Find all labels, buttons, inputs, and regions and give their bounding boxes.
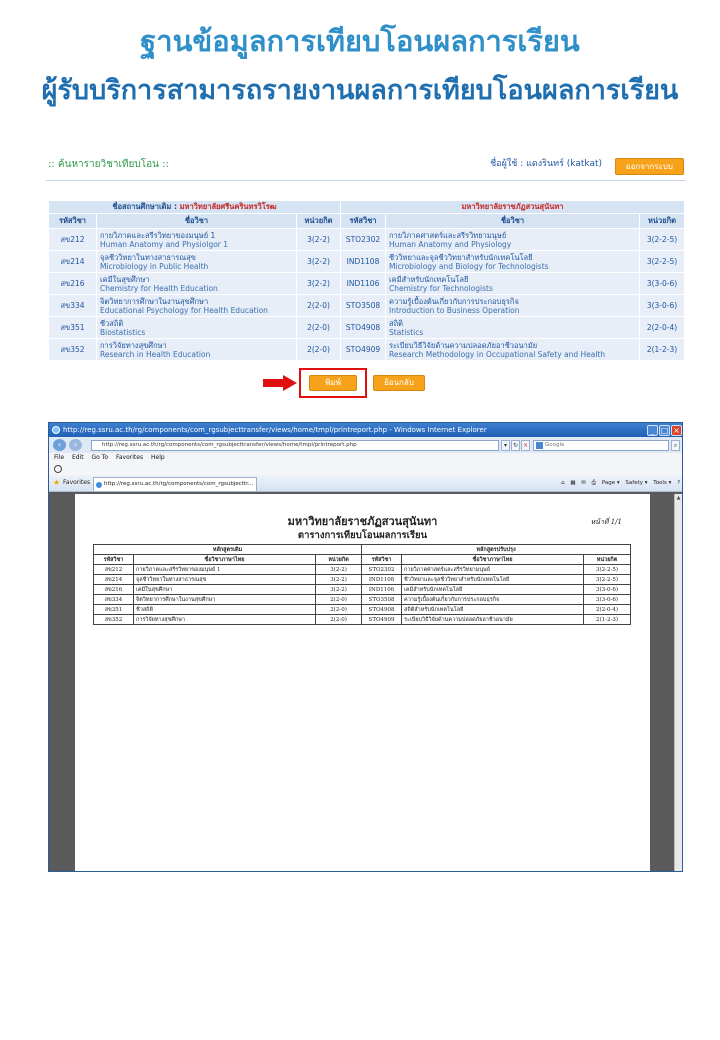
tools-tools-menu[interactable]: Tools ▾ <box>653 480 672 486</box>
slide-title: ฐานข้อมูลการเทียบโอนผลการเรียน <box>140 24 580 58</box>
report-new-code: STO3508 <box>362 595 402 605</box>
menu-bar <box>49 453 683 463</box>
report-new-name: ระเบียบวิธีวิจัยด้านความปลอดภัยอาชีวอนามัย <box>402 615 584 625</box>
address-dropdown-icon[interactable]: ▾ <box>501 440 510 451</box>
favorites-star-icon[interactable]: ★ <box>53 478 61 487</box>
old-university-name: มหาวิทยาลัยศรีนครินทรวิโรฒ <box>179 202 277 211</box>
table-row <box>49 273 685 295</box>
tab-label: http://reg.ssru.ac.th/rg/components/com_rgsubjecttr... <box>104 481 254 487</box>
report-new-credits: 2(2-0-4) <box>584 605 631 615</box>
new-subject-th: สถิติ <box>389 318 403 328</box>
logout-button[interactable]: ออกจากระบบ <box>615 158 684 175</box>
new-subject-en: Human Anatomy and Physiology <box>389 239 512 249</box>
report-old-credits: 3(2-2) <box>316 565 362 575</box>
report-new-name: สถิติสำหรับนักเทคโนโลยี <box>402 605 584 615</box>
old-code: สข334 <box>49 295 97 317</box>
old-code: สข214 <box>49 251 97 273</box>
report-new-code: STO4909 <box>362 615 402 625</box>
transfer-table <box>48 200 685 361</box>
new-code: STO3508 <box>341 295 386 317</box>
old-credits: 3(2-2) <box>297 229 341 251</box>
report-new-credits: 3(2-2-5) <box>584 565 631 575</box>
back-button[interactable]: ย้อนกลับ <box>373 375 425 391</box>
report-old-name: จิตวิทยาการศึกษาในงานสุขศึกษา <box>134 595 316 605</box>
tab-page-icon <box>96 482 102 488</box>
new-subject <box>386 317 640 339</box>
close-icon[interactable]: × <box>671 425 682 436</box>
report-subtitle: ตารางการเทียบโอนผลการเรียน <box>297 530 428 541</box>
tools-page-menu[interactable]: Page ▾ <box>601 480 620 486</box>
report-table <box>93 544 631 625</box>
tools-safety-menu[interactable]: Safety ▾ <box>625 480 648 486</box>
report-old-name: การวิจัยทางสุขศึกษา <box>134 615 316 625</box>
old-credits: 2(2-0) <box>297 295 341 317</box>
new-subject <box>386 295 640 317</box>
report-old-code: สข351 <box>94 605 134 615</box>
new-subject-th: ระเบียบวิธีวิจัยด้านความปลอดภัยอาชีวอนามัย <box>389 340 538 350</box>
col-new-code: รหัสวิชา <box>341 214 386 229</box>
new-credits: 2(2-0-4) <box>640 317 685 339</box>
maximize-icon[interactable]: □ <box>660 426 669 435</box>
new-credits: 3(2-2-5) <box>640 229 685 251</box>
old-code: สข216 <box>49 273 97 295</box>
new-subject-en: Introduction to Business Operation <box>389 305 520 315</box>
new-subject <box>386 273 640 295</box>
table-row <box>49 339 685 361</box>
old-credits: 3(2-2) <box>297 251 341 273</box>
help-icon[interactable]: ? <box>677 480 680 486</box>
report-old-credits: 2(2-0) <box>316 615 362 625</box>
old-university-header <box>49 201 341 214</box>
report-old-code: สข216 <box>94 585 134 595</box>
slide-subtitle: ผู้รับบริการสามารถรายงานผลการเทียบโอนผลการเรียน <box>41 75 679 106</box>
window-titlebar <box>49 423 683 437</box>
report-col-old-credits: หน่วยกิต <box>316 555 362 565</box>
command-tools <box>557 478 680 488</box>
old-subject-en: Chemistry for Health Education <box>100 283 218 293</box>
old-subject <box>97 229 297 251</box>
table-row <box>49 317 685 339</box>
old-subject-th: จุลชีววิทยาในทางสาธารณสุข <box>100 252 196 262</box>
report-new-code: IND1106 <box>362 585 402 595</box>
vertical-scrollbar[interactable] <box>674 494 682 872</box>
report-old-credits: 2(2-0) <box>316 595 362 605</box>
stop-icon[interactable]: × <box>522 442 529 449</box>
old-subject-th: เคมีในสุขศึกษา <box>100 274 150 284</box>
old-subject-th: การวิจัยทางสุขศึกษา <box>100 340 167 350</box>
window-controls <box>646 424 682 437</box>
report-old-credits: 3(2-2) <box>316 575 362 585</box>
search-provider-icon <box>536 442 543 449</box>
report-new-name: เคมีสำหรับนักเทคโนโลยี <box>402 585 584 595</box>
new-subject-th: ความรู้เบื้องต้นเกี่ยวกับการประกอบธุรกิจ <box>389 296 519 306</box>
search-input[interactable] <box>533 440 669 451</box>
mail-icon[interactable]: ✉ <box>581 480 586 486</box>
report-new-curriculum: หลักสูตรปรับปรุง <box>362 545 631 555</box>
report-page-number: หน้าที่ 1/1 <box>590 518 622 526</box>
new-subject-th: ชีววิทยาและจุลชีววิทยาสำหรับนักเทคโนโลยี <box>389 252 533 262</box>
divider <box>46 180 686 181</box>
command-row <box>49 463 683 475</box>
report-old-code: สข214 <box>94 575 134 585</box>
table-row <box>49 251 685 273</box>
old-university-label: ชื่อสถานศึกษาเดิม : <box>112 202 177 211</box>
report-row <box>94 605 631 615</box>
report-new-name: ความรู้เบื้องต้นเกี่ยวกับการประกอบธุรกิจ <box>402 595 584 605</box>
report-row <box>94 585 631 595</box>
address-bar <box>49 437 683 453</box>
new-subject-en: Chemistry for Technologists <box>389 283 493 293</box>
report-old-curriculum: หลักสูตรเดิม <box>94 545 362 555</box>
menu-file[interactable]: File <box>54 454 65 461</box>
old-code: สข212 <box>49 229 97 251</box>
report-old-code: สข212 <box>94 565 134 575</box>
old-subject-en: Human Anatomy and Physiolgor 1 <box>100 239 229 249</box>
new-subject-en: Research Methodology in Occupational Safety and Health <box>389 349 606 359</box>
old-subject-th: จิตวิทยาการศึกษาในงานสุขศึกษา <box>100 296 209 306</box>
new-code: IND1106 <box>341 273 386 295</box>
new-credits: 3(3-0-6) <box>640 273 685 295</box>
old-subject-en: Research in Health Education <box>100 349 211 359</box>
old-subject-th: กายวิภาคและสรีรวิทยาของมนุษย์ 1 <box>100 230 216 240</box>
new-subject <box>386 339 640 361</box>
refresh-icon[interactable]: ↻ <box>512 442 519 449</box>
new-code: STO2302 <box>341 229 386 251</box>
user-label: ชื่อผู้ใช้ : แดงรินทร์ (katkat) <box>490 159 602 169</box>
search-placeholder: Google <box>545 442 565 448</box>
report-old-name: ชีวสถิติ <box>134 605 316 615</box>
search-icon[interactable]: ⌕ <box>671 440 680 451</box>
new-subject-th: เคมีสำหรับนักเทคโนโลยี <box>389 274 469 284</box>
back-arrow-icon[interactable]: ‹ <box>53 439 66 451</box>
window-title: http://reg.ssru.ac.th/rg/components/com_rgsubjecttransfer/views/home/tmpl/printreport.php - Windows Internet Explorer <box>63 426 487 434</box>
new-credits: 3(2-2-5) <box>640 251 685 273</box>
print-icon[interactable]: ⎙ <box>591 480 597 486</box>
ie-icon <box>52 426 60 434</box>
favorites-label[interactable]: Favorites <box>63 479 91 486</box>
report-col-new-name: ชื่อวิชาภาษาไทย <box>402 555 584 565</box>
col-old-code: รหัสวิชา <box>49 214 97 229</box>
browser-window <box>48 422 683 872</box>
col-new-name: ชื่อวิชา <box>386 214 640 229</box>
old-subject <box>97 317 297 339</box>
menu-goto[interactable]: Go To <box>91 454 109 461</box>
new-code: IND1108 <box>341 251 386 273</box>
report-col-new-code: รหัสวิชา <box>362 555 402 565</box>
minimize-icon[interactable]: _ <box>647 425 658 436</box>
new-subject <box>386 251 640 273</box>
home-icon[interactable]: ⌂ <box>561 480 565 486</box>
old-subject <box>97 295 297 317</box>
report-old-name: เคมีในสุขศึกษา <box>134 585 316 595</box>
report-new-credits: 3(3-0-6) <box>584 585 631 595</box>
report-new-credits: 3(2-2-5) <box>584 575 631 585</box>
report-new-name: ชีววิทยาและจุลชีววิทยาสำหรับนักเทคโนโลยี <box>402 575 584 585</box>
old-subject-en: Biostatistics <box>100 327 146 337</box>
new-code: STO4908 <box>341 317 386 339</box>
report-old-code: สข352 <box>94 615 134 625</box>
old-subject-th: ชีวสถิติ <box>100 318 124 328</box>
report-col-old-name: ชื่อวิชาภาษาไทย <box>134 555 316 565</box>
report-new-credits: 2(1-2-3) <box>584 615 631 625</box>
browser-tab[interactable] <box>93 477 257 491</box>
report-old-name: กายวิภาคและสรีรวิทยาของมนุษย์ 1 <box>134 565 316 575</box>
report-row <box>94 575 631 585</box>
report-old-name: จุลชีววิทยาในทางสาธารณสุข <box>134 575 316 585</box>
table-row <box>49 295 685 317</box>
new-subject-en: Microbiology and Biology for Technologists <box>389 261 549 271</box>
report-old-credits: 2(2-0) <box>316 605 362 615</box>
action-row <box>46 368 686 398</box>
report-new-credits: 3(3-0-6) <box>584 595 631 605</box>
old-code: สข351 <box>49 317 97 339</box>
report-old-code: สข334 <box>94 595 134 605</box>
feeds-icon[interactable]: ▦ <box>570 480 576 486</box>
new-subject <box>386 229 640 251</box>
old-subject <box>97 251 297 273</box>
report-row <box>94 595 631 605</box>
new-credits: 3(3-0-6) <box>640 295 685 317</box>
forward-arrow-icon[interactable]: › <box>69 439 82 451</box>
col-new-credits: หน่วยกิต <box>640 214 685 229</box>
search-panel-title: :: ค้นหารายวิชาเทียบโอน :: <box>48 159 169 170</box>
report-page <box>75 494 650 872</box>
old-subject <box>97 273 297 295</box>
new-subject-en: Statistics <box>389 327 424 337</box>
report-col-old-code: รหัสวิชา <box>94 555 134 565</box>
col-old-credits: หน่วยกิต <box>297 214 341 229</box>
report-row <box>94 615 631 625</box>
report-new-name: กายวิภาคศาสตร์และสรีรวิทยามนุษย์ <box>402 565 584 575</box>
old-subject <box>97 339 297 361</box>
menu-edit[interactable]: Edit <box>71 454 84 461</box>
old-subject-en: Microbiology in Public Health <box>100 261 209 271</box>
red-arrow-icon <box>263 375 297 391</box>
report-col-new-credits: หน่วยกิต <box>584 555 631 565</box>
col-old-name: ชื่อวิชา <box>97 214 297 229</box>
scroll-up-icon[interactable]: ▲ <box>676 495 681 501</box>
favorites-bar <box>49 475 683 492</box>
report-title: มหาวิทยาลัยราชภัฏสวนสุนันทา <box>287 515 438 528</box>
new-subject-th: กายวิภาคศาสตร์และสรีรวิทยามนุษย์ <box>389 230 507 240</box>
old-subject-en: Educational Psychology for Health Education <box>100 305 268 315</box>
menu-favorites[interactable]: Favorites <box>115 454 144 461</box>
new-code: STO4909 <box>341 339 386 361</box>
report-row <box>94 565 631 575</box>
old-code: สข352 <box>49 339 97 361</box>
report-new-code: STO4908 <box>362 605 402 615</box>
menu-help[interactable]: Help <box>151 454 165 461</box>
panel-header <box>46 150 686 180</box>
loading-icon <box>54 465 62 473</box>
new-credits: 2(1-2-3) <box>640 339 685 361</box>
report-new-code: STO2302 <box>362 565 402 575</box>
table-row <box>49 229 685 251</box>
report-new-code: IND1108 <box>362 575 402 585</box>
old-credits: 3(2-2) <box>297 273 341 295</box>
old-credits: 2(2-0) <box>297 339 341 361</box>
new-university-name: มหาวิทยาลัยราชภัฏสวนสุนันทา <box>341 201 685 214</box>
report-old-credits: 3(2-2) <box>316 585 362 595</box>
address-input[interactable]: http://reg.ssru.ac.th/rg/components/com_rgsubjecttransfer/views/home/tmpl/printreport.php <box>91 440 499 451</box>
old-credits: 2(2-0) <box>297 317 341 339</box>
print-button[interactable]: พิมพ์ <box>309 375 357 391</box>
search-panel <box>46 150 686 400</box>
